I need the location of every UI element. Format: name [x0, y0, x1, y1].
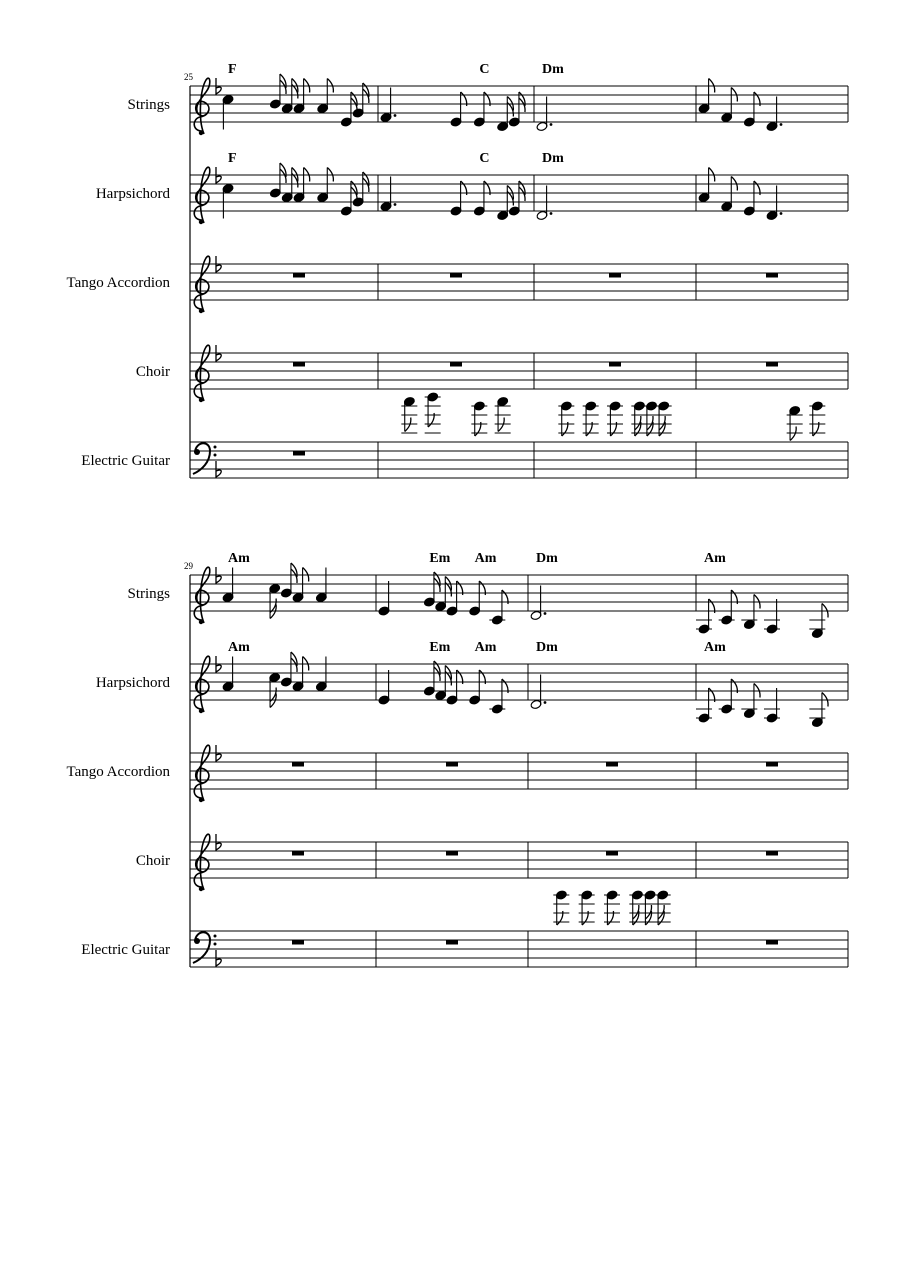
whole-rest — [606, 851, 618, 856]
whole-rest — [609, 362, 621, 367]
chord-symbol: Dm — [542, 62, 564, 77]
bass-clef-dot-lower — [214, 454, 217, 457]
whole-rest — [293, 273, 305, 278]
dot — [544, 701, 547, 704]
whole-rest — [293, 451, 305, 456]
dot — [394, 114, 397, 117]
whole-rest — [292, 851, 304, 856]
bass-clef-dot-lower — [214, 943, 217, 946]
dot — [780, 212, 783, 215]
chord-symbol: Am — [228, 551, 250, 566]
instrument-label: Harpsichord — [95, 186, 170, 202]
chord-symbol: Am — [474, 551, 497, 566]
treble-clef-dot — [199, 131, 203, 135]
whole-rest — [292, 940, 304, 945]
whole-rest — [766, 851, 778, 856]
instrument-label: Electric Guitar — [81, 942, 170, 958]
treble-clef-dot — [199, 887, 203, 891]
treble-clef-dot — [199, 620, 203, 624]
treble-clef-dot — [199, 309, 203, 313]
whole-rest — [292, 762, 304, 767]
whole-rest — [606, 762, 618, 767]
chord-symbol: F — [228, 151, 237, 166]
chord-symbol: C — [479, 62, 490, 77]
chord-symbol: Em — [429, 551, 451, 566]
whole-rest — [446, 762, 458, 767]
chord-symbol: Dm — [542, 151, 564, 166]
measure-number: 29 — [184, 561, 193, 571]
whole-rest — [450, 273, 462, 278]
instrument-label: Tango Accordion — [66, 764, 170, 780]
dot — [780, 123, 783, 126]
treble-clef-dot — [199, 798, 203, 802]
instrument-label: Choir — [135, 364, 170, 380]
instrument-label: Choir — [135, 853, 170, 869]
treble-clef-dot — [199, 709, 203, 713]
chord-symbol: F — [228, 62, 237, 77]
chord-symbol: Am — [474, 640, 497, 655]
instrument-label: Strings — [127, 586, 170, 602]
whole-rest — [766, 940, 778, 945]
instrument-label: Harpsichord — [95, 675, 170, 691]
whole-rest — [766, 762, 778, 767]
whole-rest — [293, 362, 305, 367]
measure-number: 25 — [184, 72, 193, 82]
whole-rest — [450, 362, 462, 367]
chord-symbol: Dm — [536, 551, 558, 566]
dot — [550, 123, 553, 126]
chord-symbol: Am — [704, 551, 726, 566]
instrument-label: Tango Accordion — [66, 275, 170, 291]
whole-rest — [609, 273, 621, 278]
dot — [550, 212, 553, 215]
whole-rest — [766, 273, 778, 278]
instrument-label: Electric Guitar — [81, 453, 170, 469]
dot — [544, 612, 547, 615]
treble-clef-dot — [199, 220, 203, 224]
whole-rest — [766, 362, 778, 367]
dot — [394, 203, 397, 206]
chord-symbol: Am — [228, 640, 250, 655]
instrument-label: Strings — [127, 97, 170, 113]
chord-symbol: C — [479, 151, 490, 166]
bass-clef-dot-upper — [214, 446, 217, 449]
chord-symbol: Dm — [536, 640, 558, 655]
treble-clef-dot — [199, 398, 203, 402]
chord-symbol: Em — [429, 640, 451, 655]
whole-rest — [446, 940, 458, 945]
chord-symbol: Am — [704, 640, 726, 655]
bass-clef-dot — [194, 938, 200, 944]
bass-clef-dot — [194, 449, 200, 455]
bass-clef-dot-upper — [214, 935, 217, 938]
whole-rest — [446, 851, 458, 856]
